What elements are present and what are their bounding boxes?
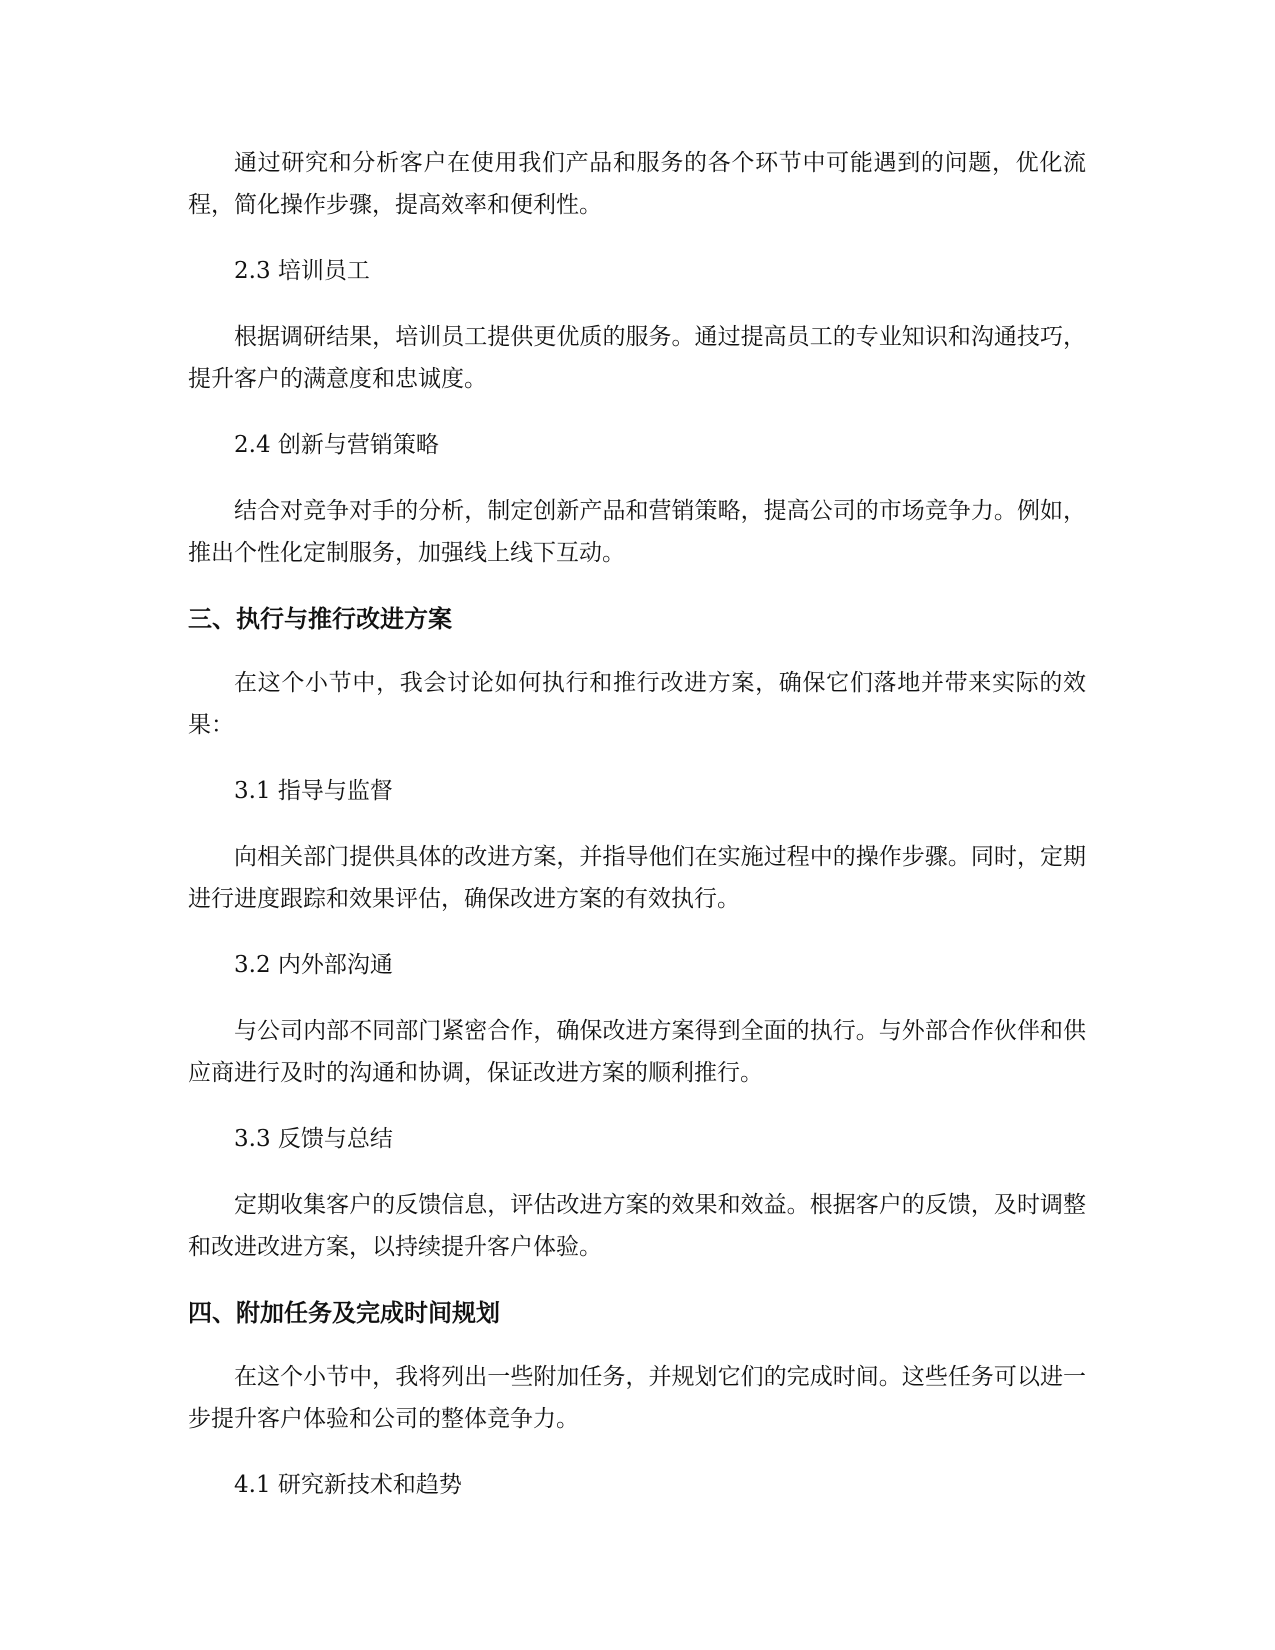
paragraph-innovation-marketing: 结合对竞争对手的分析，制定创新产品和营销策略，提高公司的市场竞争力。例如，推出个性化定制服务，加强线上线下互动。 [188,498,1086,566]
paragraph-guidance-supervision: 向相关部门提供具体的改进方案，并指导他们在实施过程中的操作步骤。同时，定期进行进度跟踪和效果评估，确保改进方案的有效执行。 [188,844,1086,912]
subheading-3-3: 3.3 反馈与总结 [234,1126,393,1152]
subheading-4-1: 4.1 研究新技术和趋势 [234,1472,462,1498]
document-body [188,142,1086,1530]
section-heading-4: 四、附加任务及完成时间规划 [188,1299,500,1327]
subheading-3-2: 3.2 内外部沟通 [234,952,393,978]
paragraph-communication: 与公司内部不同部门紧密合作，确保改进方案得到全面的执行。与外部合作伙伴和供应商进行及时的沟通和协调，保证改进方案的顺利推行。 [188,1018,1086,1086]
subheading-2-4: 2.4 创新与营销策略 [234,432,439,458]
section-heading-3: 三、执行与推行改进方案 [188,605,452,633]
paragraph-process-optimization: 通过研究和分析客户在使用我们产品和服务的各个环节中可能遇到的问题，优化流程，简化操作步骤，提高效率和便利性。 [188,150,1086,218]
paragraph-feedback-summary: 定期收集客户的反馈信息，评估改进方案的效果和效益。根据客户的反馈，及时调整和改进改进方案，以持续提升客户体验。 [188,1192,1086,1260]
paragraph-section-3-intro: 在这个小节中，我会讨论如何执行和推行改进方案，确保它们落地并带来实际的效果： [188,670,1086,738]
subheading-3-1: 3.1 指导与监督 [234,778,393,804]
paragraph-staff-training: 根据调研结果，培训员工提供更优质的服务。通过提高员工的专业知识和沟通技巧，提升客户的满意度和忠诚度。 [188,324,1086,392]
subheading-2-3: 2.3 培训员工 [234,258,370,284]
paragraph-section-4-intro: 在这个小节中，我将列出一些附加任务，并规划它们的完成时间。这些任务可以进一步提升客户体验和公司的整体竞争力。 [188,1364,1086,1432]
